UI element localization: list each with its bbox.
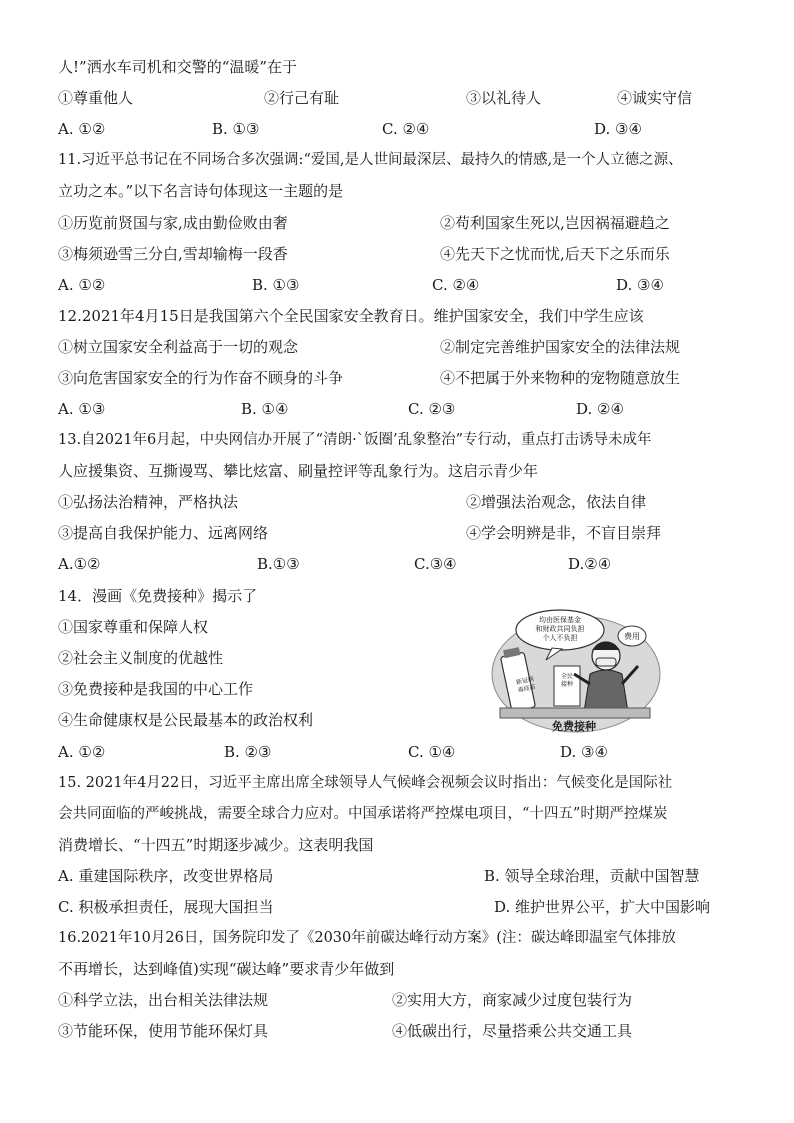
- q13-choice-a: A.①②: [58, 555, 101, 573]
- cartoon-document: [554, 666, 580, 706]
- q12-choice-b: B. ①④: [241, 400, 289, 418]
- q11-choice-d: D. ③④: [616, 276, 664, 294]
- q13-choice-c: C.③④: [414, 555, 457, 573]
- q10-choice-c: C. ②④: [382, 120, 430, 138]
- svg-text:全民: 全民: [560, 673, 574, 680]
- svg-text:均由医保基金: 均由医保基金: [539, 616, 581, 624]
- q10-statement-4: ④诚实守信: [617, 89, 693, 107]
- q15-choice-c: C. 积极承担责任，展现大国担当: [58, 898, 274, 916]
- q14-choice-c: C. ①④: [408, 743, 456, 761]
- q11-statement-3: ③梅须逊雪三分白,雪却输梅一段香: [58, 245, 288, 263]
- q15-choice-a: A. 重建国际秩序，改变世界格局: [58, 867, 274, 885]
- q15-choice-d: D. 维护世界公平，扩大中国影响: [494, 898, 711, 916]
- q10-choice-d: D. ③④: [594, 120, 642, 138]
- q12-statement-4: ④不把属于外来物种的宠物随意放生: [440, 369, 681, 387]
- q13-statement-2: ②增强法治观念，依法自律: [466, 493, 647, 511]
- q10-choice-a: A. ①②: [58, 120, 106, 138]
- q13-stem-line-1: 13.自2021年6月起，中央网信办开展了“清朗·`饭圈’乱象整治”专行动，重点打击诱导未成年: [58, 432, 652, 448]
- q10-statement-2: ②行己有耻: [264, 89, 340, 107]
- q16-stem-line-1: 16.2021年10月26日，国务院印发了《2030年前碳达峰行动方案》(注：碳达峰即温室气体排放: [58, 930, 676, 946]
- cartoon-fee-bubble: [618, 626, 646, 646]
- q11-choice-a: A. ①②: [58, 276, 106, 294]
- q12-statement-2: ②制定完善维护国家安全的法律法规: [440, 338, 681, 356]
- cartoon-caption: 免费接种: [552, 720, 596, 733]
- q11-stem-line-2: 立功之本。”以下名言诗句体现这一主题的是: [58, 182, 344, 200]
- q10-statement-1: ①尊重他人: [58, 89, 134, 107]
- q15-stem-line-3: 消费增长、“十四五”时期逐步减少。这表明我国: [58, 836, 374, 854]
- q13-choice-d: D.②④: [568, 555, 612, 573]
- svg-text:毒疫苗: 毒疫苗: [517, 683, 537, 695]
- svg-text:和财政共同负担: 和财政共同负担: [535, 625, 585, 633]
- q14-statement-4: ④生命健康权是公民最基本的政治权利: [58, 711, 314, 729]
- q12-statement-1: ①树立国家安全利益高于一切的观念: [58, 338, 299, 356]
- svg-text:个人不负担: 个人不负担: [542, 634, 578, 642]
- q14-statement-1: ①国家尊重和保障人权: [58, 618, 209, 636]
- q11-stem-line-1: 11.习近平总书记在不同场合多次强调:“爱国,是人世间最深层、最持久的情感,是一个人立德之源、: [58, 152, 683, 168]
- q10-stem-tail: 人!”洒水车司机和交警的“温暖”在于: [58, 58, 298, 76]
- q16-statement-2: ②实用大方，商家减少过度包装行为: [392, 991, 633, 1009]
- q11-choice-b: B. ①③: [252, 276, 300, 294]
- q12-choice-d: D. ②④: [576, 400, 624, 418]
- q11-statement-1: ①历览前贤国与家,成由勤俭败由奢: [58, 214, 288, 232]
- q11-choice-c: C. ②④: [432, 276, 480, 294]
- q12-stem: 12.2021年4月15日是我国第六个全民国家安全教育日。维护国家安全，我们中学生应该: [58, 307, 644, 325]
- svg-text:费用: 费用: [624, 632, 640, 641]
- q14-choice-a: A. ①②: [58, 743, 106, 761]
- q14-statement-3: ③免费接种是我国的中心工作: [58, 680, 254, 698]
- q12-statement-3: ③向危害国家安全的行为作奋不顾身的斗争: [58, 369, 344, 387]
- q14-choice-d: D. ③④: [560, 743, 608, 761]
- q13-statement-3: ③提高自我保护能力、远离网络: [58, 524, 269, 542]
- q16-statement-3: ③节能环保，使用节能环保灯具: [58, 1022, 269, 1040]
- q13-choice-b: B.①③: [257, 555, 300, 573]
- q12-choice-a: A. ①③: [58, 400, 106, 418]
- q14-choice-b: B. ②③: [224, 743, 272, 761]
- q11-statement-2: ②苟利国家生死以,岂因祸福避趋之: [440, 214, 670, 232]
- q14-stem: 14．漫画《免费接种》揭示了: [58, 587, 258, 605]
- q10-statement-3: ③以礼待人: [466, 89, 542, 107]
- svg-text:接种: 接种: [560, 681, 574, 688]
- q12-choice-c: C. ②③: [408, 400, 456, 418]
- q11-statement-4: ④先天下之忧而忧,后天下之乐而乐: [440, 245, 670, 263]
- svg-text:新冠病: 新冠病: [515, 675, 535, 687]
- q13-stem-line-2: 人应援集资、互撕谩骂、攀比炫富、刷量控评等乱象行为。这启示青少年: [58, 462, 539, 480]
- q15-choice-b: B. 领导全球治理，贡献中国智慧: [484, 867, 700, 885]
- q15-stem-line-2: 会共同面临的严峻挑战，需要全球合力应对。中国承诺将严控煤电项目，“十四五”时期严控煤炭: [58, 806, 668, 822]
- q13-statement-4: ④学会明辨是非，不盲目崇拜: [466, 524, 662, 542]
- q14-statement-2: ②社会主义制度的优越性: [58, 649, 224, 667]
- q16-statement-1: ①科学立法，出台相关法律法规: [58, 991, 269, 1009]
- q16-statement-4: ④低碳出行，尽量搭乘公共交通工具: [392, 1022, 633, 1040]
- q16-stem-line-2: 不再增长，达到峰值)实现“碳达峰”要求青少年做到: [58, 960, 395, 978]
- q13-statement-1: ①弘扬法治精神，严格执法: [58, 493, 239, 511]
- q10-choice-b: B. ①③: [212, 120, 260, 138]
- free-vaccination-cartoon: [490, 604, 662, 736]
- q15-stem-line-1: 15. 2021年4月22日，习近平主席出席全球领导人气候峰会视频会议时指出：气候变化是国际社: [58, 775, 673, 791]
